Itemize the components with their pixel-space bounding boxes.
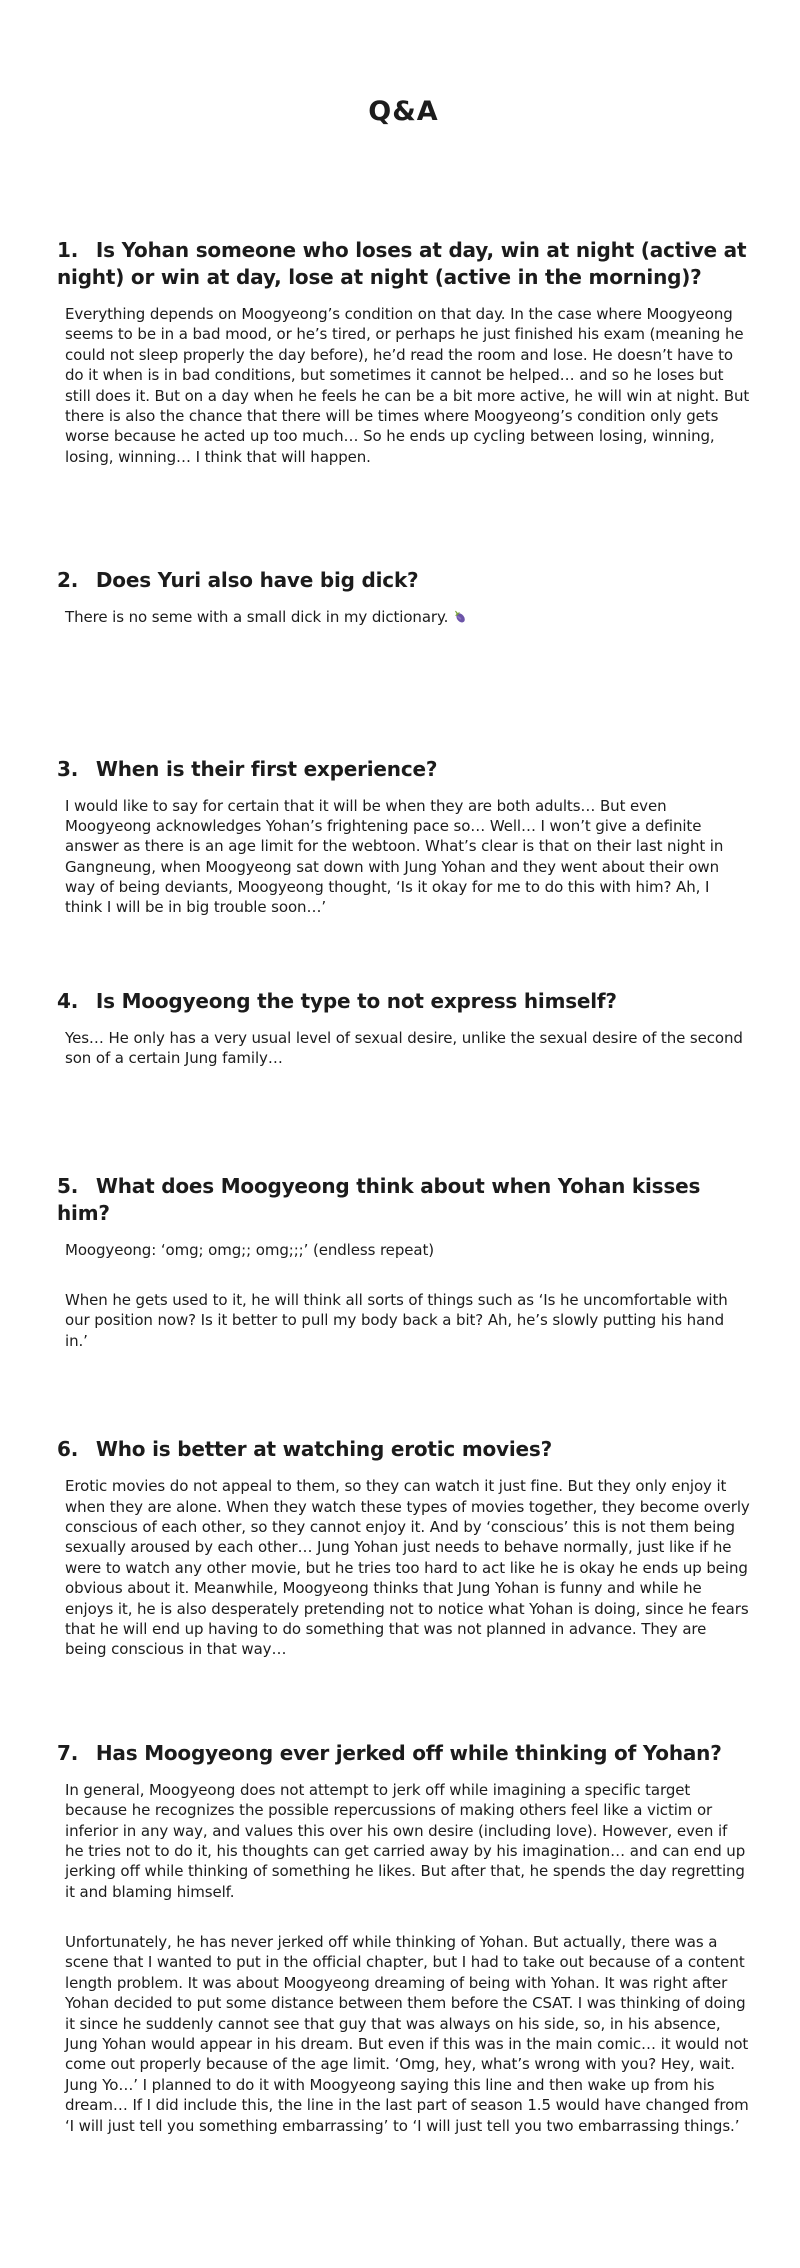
- answer-paragraph: [65, 796, 750, 918]
- question-heading: [57, 237, 750, 291]
- question-number: 3.: [57, 756, 79, 781]
- qa-item-1: [57, 237, 750, 467]
- question-heading: [57, 1436, 750, 1463]
- question-text: Is Yohan someone who loses at day, win at night (active at night) or win at day, lose at night (active in the morning)?: [57, 238, 747, 289]
- answer-text: Everything depends on Moogyeong’s condition on that day. In the case where Moogyeong seems to be in a bad mood, or he’s tired, or perhaps he just finished his exam (meaning he could not sleep properly the day before), he’d read the room and lose. He doesn’t have to do it when is in bad conditions, but sometimes it cannot be helped… and so he loses but still does it. But on a day when he feels he can be a bit more active, he will win at night. But there is also the chance that there will be times where Moogyeong’s condition only gets worse because he acted up too much… So he ends up cycling between losing, winning, losing, winning… I think that will happen.: [65, 305, 750, 466]
- question-heading: [57, 756, 750, 783]
- answer-text: Erotic movies do not appeal to them, so they can watch it just fine. But they only enjoy it when they are alone. When they watch these types of movies together, they become overly conscious of each other, so they cannot enjoy it. And by ‘conscious’ this is not them being sexually aroused by each other… Jung Yohan just needs to behave normally, just like if he were to watch any other movie, but he tries too hard to act like he is okay he ends up being obvious about it. Meanwhile, Moogyeong thinks that Jung Yohan is funny and while he enjoys it, he is also desperately pretending not to notice what Yohan is doing, since he fears that he will end up having to do something that was not planned in advance. They are being conscious in that way…: [65, 1477, 750, 1659]
- question-number: 5.: [57, 1173, 79, 1198]
- qa-item-4: [57, 988, 750, 1069]
- qa-item-7: [57, 1740, 750, 2136]
- question-number: 6.: [57, 1437, 79, 1462]
- qa-item-3: [57, 756, 750, 918]
- question-number: 7.: [57, 1740, 79, 1765]
- answer-text: Unfortunately, he has never jerked off while thinking of Yohan. But actually, there was a scene that I wanted to put in the official chapter, but I had to take out because of a content length problem. It was about Moogyeong dreaming of being with Yohan. It was right after Yohan decided to put some distance between them before the CSAT. I was thinking of doing it since he suddenly cannot see that guy that was always on his side, so, in his absence, Jung Yohan would appear in his dream. But even if this was in the main comic… it would not come out properly because of the age limit. ‘Omg, hey, what’s wrong with you? Hey, wait. Jung Yo…’ I planned to do it with Moogyeong saying this line and then wake up from his dream… If I did include this, the line in the last part of season 1.5 would have changed from ‘I will just tell you something embarrassing’ to ‘I will just tell you two embarrassing things.’: [65, 1933, 749, 2135]
- qa-item-6: [57, 1436, 750, 1660]
- answer-text: There is no seme with a small dick in my dictionary.: [65, 608, 449, 627]
- answer-paragraph: [65, 1932, 750, 2136]
- question-text: Has Moogyeong ever jerked off while thinking of Yohan?: [95, 1740, 722, 1765]
- answer-paragraph: [65, 1476, 750, 1660]
- qa-item-5: [57, 1173, 750, 1352]
- question-heading: [57, 988, 750, 1015]
- answer-paragraph: [65, 1290, 750, 1351]
- answer-text: Moogyeong: ‘omg; omg;; omg;;;’ (endless repeat): [65, 1240, 434, 1259]
- page-title: Q&A: [368, 96, 439, 127]
- answer-paragraph: [65, 607, 750, 627]
- question-text: Does Yuri also have big dick?: [95, 568, 419, 593]
- answer-text: Yes… He only has a very usual level of sexual desire, unlike the sexual desire of the second son of a certain Jung family…: [65, 1028, 743, 1068]
- question-heading: [57, 1740, 750, 1767]
- answer-paragraph: [65, 304, 750, 467]
- question-heading: [57, 567, 750, 594]
- question-heading: [57, 1173, 750, 1227]
- question-number: 2.: [57, 568, 79, 593]
- question-text: What does Moogyeong think about when Yohan kisses him?: [57, 1173, 701, 1225]
- answer-text: When he gets used to it, he will think all sorts of things such as ‘Is he uncomfortable with our position now? Is it better to pull my body back a bit? Ah, he’s slowly putting his hand in.’: [65, 1291, 728, 1350]
- question-text: When is their first experience?: [95, 756, 438, 781]
- answer-paragraph: [65, 1780, 750, 1902]
- answer-text: In general, Moogyeong does not attempt to jerk off while imagining a specific target because he recognizes the possible repercussions of making others feel like a victim or inferior in any way, and values this over his own desire (including love). However, even if he tries not to do it, his thoughts can get carried away by his imagination… and can end up jerking off while thinking of something he likes. But after that, he spends the day regretting it and blaming himself.: [65, 1780, 746, 1901]
- question-text: Who is better at watching erotic movies?: [95, 1437, 552, 1462]
- question-number: 4.: [57, 988, 79, 1013]
- question-text: Is Moogyeong the type to not express himself?: [95, 988, 617, 1013]
- eggplant-emoji: [451, 608, 468, 625]
- question-number: 1.: [57, 238, 79, 262]
- answer-paragraph: [65, 1028, 750, 1069]
- qa-page: [0, 96, 800, 2268]
- qa-item-2: [57, 567, 750, 627]
- answer-text: I would like to say for certain that it will be when they are both adults… But even Moogyeong acknowledges Yohan’s frightening pace so… Well… I won’t give a definite answer as there is an age limit for the webtoon. What’s clear is that on their last night in Gangneung, when Moogyeong sat down with Jung Yohan and they went about their own way of being deviants, Moogyeong thought, ‘Is it okay for me to do this with him? Ah, I think I will be in big trouble soon…’: [65, 796, 724, 917]
- answer-paragraph: [65, 1240, 750, 1260]
